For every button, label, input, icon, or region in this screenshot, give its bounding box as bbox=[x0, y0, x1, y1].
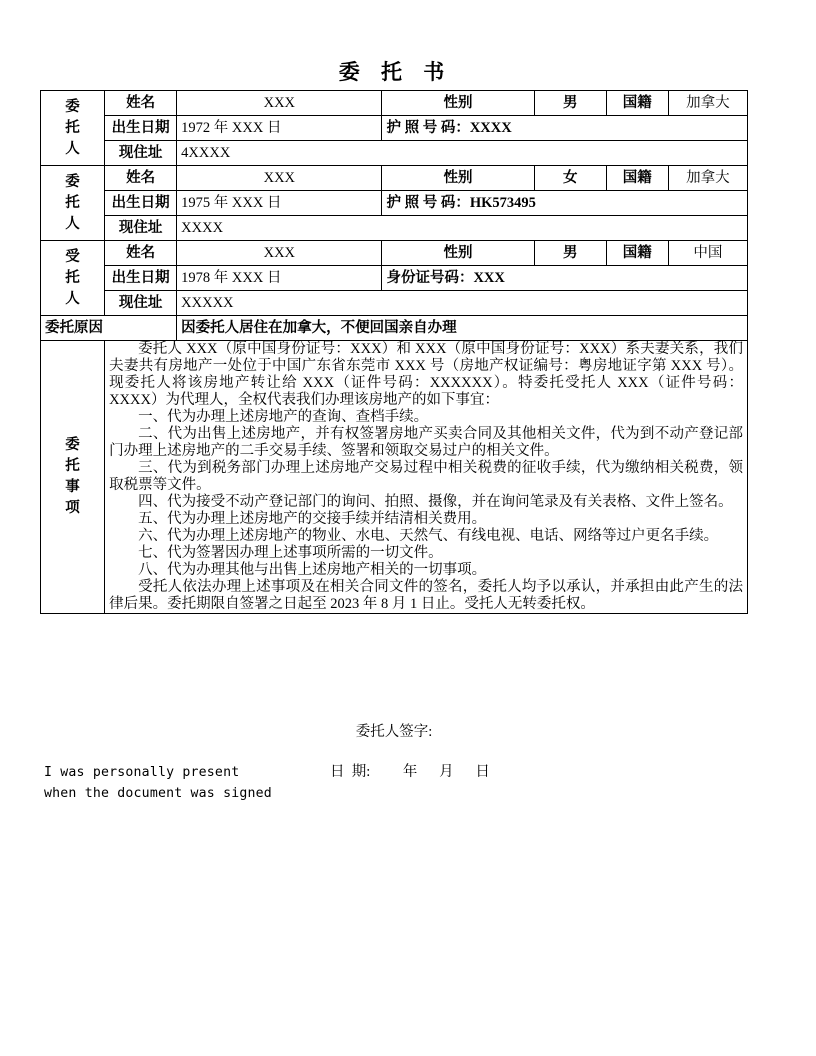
nationality-value-2: 中国 bbox=[668, 241, 747, 266]
power-of-attorney-table bbox=[40, 90, 748, 614]
nationality-value-1: 加拿大 bbox=[668, 166, 747, 191]
name-label-2: 姓名 bbox=[105, 241, 177, 266]
table-row bbox=[41, 341, 748, 614]
reason-value: 因委托人居住在加拿大，不便回国亲自办理 bbox=[177, 316, 748, 341]
matters-body bbox=[105, 341, 748, 614]
table-row bbox=[41, 91, 748, 116]
name-label-1: 姓名 bbox=[105, 166, 177, 191]
party-role-text: 委托人 bbox=[65, 98, 80, 157]
sex-value-2: 男 bbox=[534, 241, 606, 266]
address-value-0: 4XXXX bbox=[177, 141, 748, 166]
matters-paragraph: 二、代为出售上述房地产，并有权签署房地产买卖合同及其他相关文件，代为到不动产登记部门办理上述房地产的二手交易手续、签署和领取交易过户的相关文件。 bbox=[109, 426, 743, 459]
table-row bbox=[41, 316, 748, 341]
page-title: 委 托 书 bbox=[338, 60, 452, 84]
id-value-1: HK573495 bbox=[469, 194, 536, 211]
english-note-line: when the document was signed bbox=[44, 786, 272, 801]
nationality-label-1: 国籍 bbox=[606, 166, 668, 191]
party-role-label-1 bbox=[41, 166, 105, 241]
sex-value-1: 女 bbox=[534, 166, 606, 191]
birth-label-2: 出生日期 bbox=[105, 266, 177, 291]
id-cell-0 bbox=[382, 116, 748, 141]
party-role-text: 受托人 bbox=[65, 248, 80, 307]
nationality-value-0: 加拿大 bbox=[668, 91, 747, 116]
address-value-2: XXXXX bbox=[177, 291, 748, 316]
matters-paragraph: 三、代为到税务部门办理上述房地产交易过程中相关税费的征收手续，代为缴纳相关税费，领取税票等文件。 bbox=[109, 460, 743, 493]
birth-value-2: 1978 年 XXX 日 bbox=[177, 266, 382, 291]
english-note-line: I was personally present bbox=[44, 765, 240, 780]
signature-label: 委托人签字: bbox=[355, 724, 433, 740]
matters-label-text: 委托事项 bbox=[65, 437, 80, 516]
sex-label-2: 性别 bbox=[382, 241, 534, 266]
address-value-1: XXXX bbox=[177, 216, 748, 241]
table-row bbox=[41, 241, 748, 266]
birth-value-0: 1972 年 XXX 日 bbox=[177, 116, 382, 141]
matters-paragraph: 四、代为接受不动产登记部门的询问、拍照、摄像，并在询问笔录及有关表格、文件上签名。 bbox=[138, 494, 733, 510]
sex-label-1: 性别 bbox=[382, 166, 534, 191]
sex-label-0: 性别 bbox=[382, 91, 534, 116]
table-row bbox=[41, 116, 748, 141]
id-label-1: 护 照 号 码： bbox=[386, 194, 470, 211]
name-label-0: 姓名 bbox=[105, 91, 177, 116]
matters-paragraph: 七、代为签署因办理上述事项所需的一切文件。 bbox=[138, 545, 443, 561]
matters-paragraph: 五、代为办理上述房地产的交接手续并结清相关费用。 bbox=[138, 511, 487, 527]
nationality-label-2: 国籍 bbox=[606, 241, 668, 266]
name-value-2: XXX bbox=[177, 241, 382, 266]
matters-paragraph: 受托人依法办理上述事项及在相关合同文件的签名，委托人均予以承认，并承担由此产生的法律后果。委托期限自签署之日起至 2023 年 8 月 1 日止。受托人无转委托权。 bbox=[109, 579, 743, 612]
english-note bbox=[44, 762, 272, 804]
id-value-0: XXXX bbox=[469, 119, 512, 136]
matters-paragraph: 八、代为办理其他与出售上述房地产相关的一切事项。 bbox=[138, 562, 487, 578]
matters-label bbox=[41, 341, 105, 614]
matters-paragraph: 委托人 XXX（原中国身份证号：XXX）和 XXX（原中国身份证号：XXX）系夫妻关系，我们夫妻共有房地产一处位于中国广东省东莞市 XXX 号（房地产权证编号：粤房地证字第 XXX 号）。现委托人将该房地产转让给 XXX（证件号码：XXXXXX）。特委托受托人 XXX（证件号码：XXXX）为代理人，全权代表我们办理该房地产的如下事宜： bbox=[109, 341, 743, 408]
table-row bbox=[41, 216, 748, 241]
reason-label: 委托原因 bbox=[41, 316, 177, 341]
nationality-label-0: 国籍 bbox=[606, 91, 668, 116]
id-value-2: XXX bbox=[473, 269, 505, 286]
table-row bbox=[41, 191, 748, 216]
birth-label-0: 出生日期 bbox=[105, 116, 177, 141]
matters-paragraph: 一、代为办理上述房地产的查询、查档手续。 bbox=[138, 409, 429, 425]
address-label-0: 现住址 bbox=[105, 141, 177, 166]
party-role-label-2 bbox=[41, 241, 105, 316]
party-role-text: 委托人 bbox=[65, 173, 80, 232]
table-row bbox=[41, 166, 748, 191]
table-row bbox=[41, 141, 748, 166]
table-row bbox=[41, 291, 748, 316]
id-label-2: 身份证号码： bbox=[386, 269, 474, 286]
id-cell-2 bbox=[382, 266, 748, 291]
id-label-0: 护 照 号 码： bbox=[386, 119, 470, 136]
name-value-0: XXX bbox=[177, 91, 382, 116]
date-line: 日 期: 年 月 日 bbox=[330, 764, 490, 780]
name-value-1: XXX bbox=[177, 166, 382, 191]
sex-value-0: 男 bbox=[534, 91, 606, 116]
table-row bbox=[41, 266, 748, 291]
party-role-label-0 bbox=[41, 91, 105, 166]
id-cell-1 bbox=[382, 191, 748, 216]
birth-value-1: 1975 年 XXX 日 bbox=[177, 191, 382, 216]
address-label-2: 现住址 bbox=[105, 291, 177, 316]
birth-label-1: 出生日期 bbox=[105, 191, 177, 216]
address-label-1: 现住址 bbox=[105, 216, 177, 241]
matters-paragraph: 六、代为办理上述房地产的物业、水电、天然气、有线电视、电话、网络等过户更名手续。 bbox=[138, 528, 719, 544]
footer-zone bbox=[40, 762, 760, 822]
